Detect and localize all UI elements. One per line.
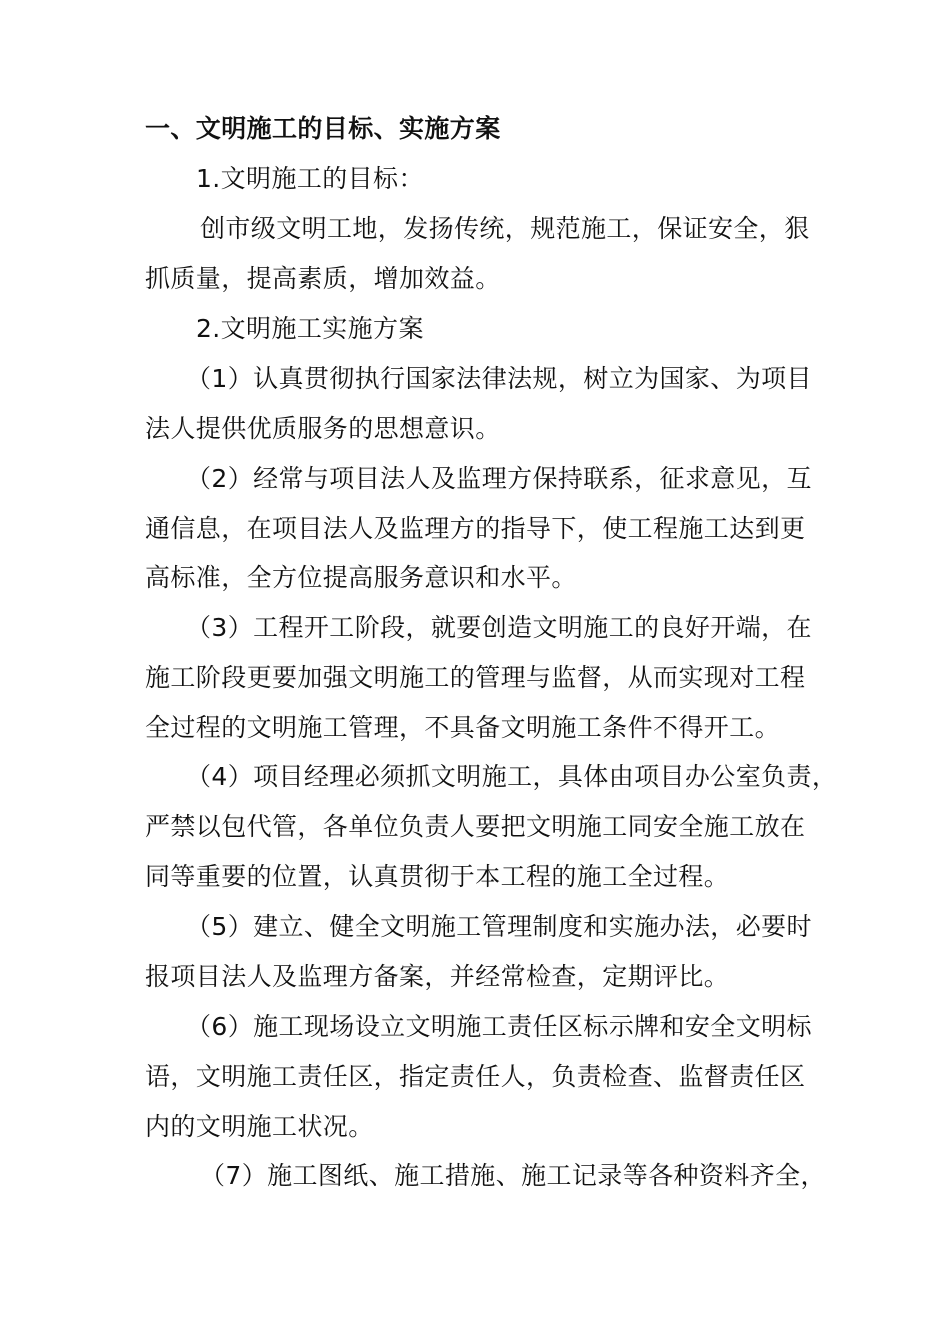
paragraph-line: 全过程的文明施工管理，不具备文明施工条件不得开工。 xyxy=(145,713,781,742)
paragraph-line: 法人提供优质服务的思想意识。 xyxy=(145,414,501,443)
subheading-goal: 1.文明施工的目标： xyxy=(196,164,424,193)
paragraph-line: （1）认真贯彻执行国家法律法规，树立为国家、为项目 xyxy=(186,364,812,393)
section-heading: 一、文明施工的目标、实施方案 xyxy=(145,114,501,143)
subheading-plan: 2.文明施工实施方案 xyxy=(196,314,424,343)
paragraph-line: 施工阶段更要加强文明施工的管理与监督，从而实现对工程 xyxy=(145,663,806,692)
paragraph-line: 严禁以包代管，各单位负责人要把文明施工同安全施工放在 xyxy=(145,812,806,841)
paragraph-line: （2）经常与项目法人及监理方保持联系，征求意见，互 xyxy=(186,464,812,493)
paragraph-line: （6）施工现场设立文明施工责任区标示牌和安全文明标 xyxy=(186,1012,812,1041)
paragraph-line: （3）工程开工阶段，就要创造文明施工的良好开端，在 xyxy=(186,613,812,642)
paragraph-line: （7）施工图纸、施工措施、施工记录等各种资料齐全， xyxy=(200,1161,826,1190)
paragraph-line: （4）项目经理必须抓文明施工，具体由项目办公室负责， xyxy=(186,762,838,791)
paragraph-line: 报项目法人及监理方备案，并经常检查，定期评比。 xyxy=(145,962,730,991)
paragraph-line: 高标准，全方位提高服务意识和水平。 xyxy=(145,563,577,592)
paragraph-line: 抓质量，提高素质，增加效益。 xyxy=(145,264,501,293)
paragraph-line: 通信息，在项目法人及监理方的指导下，使工程施工达到更 xyxy=(145,514,806,543)
paragraph-line: 内的文明施工状况。 xyxy=(145,1112,374,1141)
paragraph-line: 语，文明施工责任区，指定责任人，负责检查、监督责任区 xyxy=(145,1062,806,1091)
paragraph-line: （5）建立、健全文明施工管理制度和实施办法，必要时 xyxy=(186,912,812,941)
paragraph-line: 创市级文明工地，发扬传统，规范施工，保证安全，狠 xyxy=(200,214,810,243)
paragraph-line: 同等重要的位置，认真贯彻于本工程的施工全过程。 xyxy=(145,862,730,891)
